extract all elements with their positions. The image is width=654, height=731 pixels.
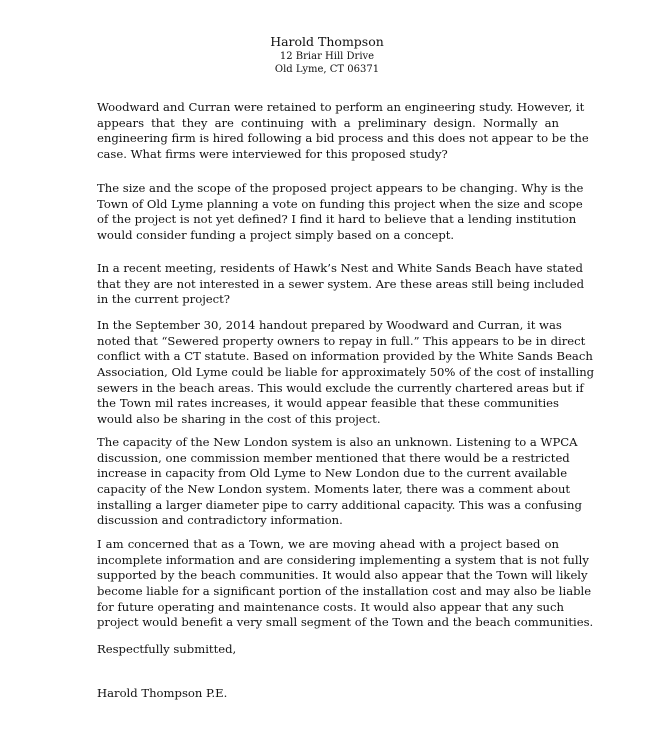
paragraph-project-scope bbox=[97, 181, 584, 244]
paragraph-line: Association, Old Lyme could be liable for approximately 50% of the cost of installing bbox=[97, 365, 595, 380]
paragraph-residents-meeting bbox=[97, 261, 585, 308]
paragraph-line: capacity of the New London system. Moments later, there was a comment about bbox=[97, 482, 571, 497]
sender-name: Harold Thompson bbox=[270, 34, 384, 49]
paragraph-line: supported by the beach communities. It would also appear that the Town will likely bbox=[97, 568, 588, 583]
paragraph-line: case. What firms were interviewed for this proposed study? bbox=[97, 147, 448, 162]
paragraph-line: installing a larger diameter pipe to carry additional capacity. This was a confusing bbox=[97, 497, 582, 512]
closing-salutation: Respectfully submitted, bbox=[97, 642, 237, 656]
paragraph-line: Woodward and Curran were retained to perform an engineering study. However, it bbox=[97, 100, 585, 114]
sender-address-street: 12 Briar Hill Drive bbox=[279, 51, 375, 62]
paragraph-line: The capacity of the New London system is also an unknown. Listening to a WPCA bbox=[97, 435, 578, 449]
paragraph-line: for future operating and maintenance costs. It would also appear that any such bbox=[97, 599, 564, 614]
sender-address-city: Old Lyme, CT 06371 bbox=[274, 64, 380, 75]
paragraph-line: would consider funding a project simply based on a concept. bbox=[97, 228, 455, 243]
paragraph-line: project would benefit a very small segment of the Town and the beach communities. bbox=[97, 615, 594, 630]
paragraph-line: discussion, one commission member mentioned that there would be a restricted bbox=[97, 450, 570, 465]
paragraph-line: become liable for a significant portion of the installation cost and may also be liable bbox=[97, 584, 592, 599]
paragraph-line: The size and the scope of the proposed project appears to be changing. Why is the bbox=[97, 181, 584, 195]
paragraph-line: Town of Old Lyme planning a vote on funding this project when the size and scope bbox=[97, 196, 583, 211]
paragraph-line: I am concerned that as a Town, we are moving ahead with a project based on bbox=[97, 537, 559, 551]
paragraph-line: engineering firm is hired following a bid process and this does not appear to be the bbox=[97, 131, 589, 146]
paragraph-concerns bbox=[97, 537, 594, 631]
letterhead bbox=[0, 34, 654, 76]
paragraph-line: would also be sharing in the cost of this project. bbox=[97, 412, 381, 427]
paragraph-line: conflict with a CT statute. Based on information provided by the White Sands Beach bbox=[97, 349, 593, 364]
paragraph-line: in the current project? bbox=[97, 292, 231, 307]
paragraph-line: appears that they are continuing with a preliminary design. Normally an bbox=[97, 115, 559, 130]
paragraph-line: In a recent meeting, residents of Hawk’s Nest and White Sands Beach have stated bbox=[97, 261, 583, 275]
paragraph-line: of the project is not yet defined? I find it hard to believe that a lending institution bbox=[97, 212, 577, 227]
paragraph-line: sewers in the beach areas. This would exclude the currently chartered areas but if bbox=[97, 380, 584, 395]
paragraph-line: noted that “Sewered property owners to repay in full.” This appears to be in direct bbox=[97, 333, 586, 348]
paragraph-line: increase in capacity from Old Lyme to New London due to the current available bbox=[97, 466, 568, 481]
paragraph-line: discussion and contradictory information. bbox=[97, 513, 343, 528]
paragraph-line: that they are not interested in a sewer system. Are these areas still being included bbox=[97, 276, 585, 291]
paragraph-line: incomplete information and are considering implementing a system that is not fully bbox=[97, 552, 589, 567]
paragraph-handout-statute bbox=[97, 318, 595, 428]
paragraph-engineering-study bbox=[97, 100, 589, 163]
signature-name: Harold Thompson P.E. bbox=[97, 686, 228, 700]
paragraph-line: the Town mil rates increases, it would appear feasible that these communities bbox=[97, 396, 559, 411]
paragraph-line: In the September 30, 2014 handout prepared by Woodward and Curran, it was bbox=[97, 318, 562, 332]
paragraph-new-london-capacity bbox=[97, 435, 582, 529]
